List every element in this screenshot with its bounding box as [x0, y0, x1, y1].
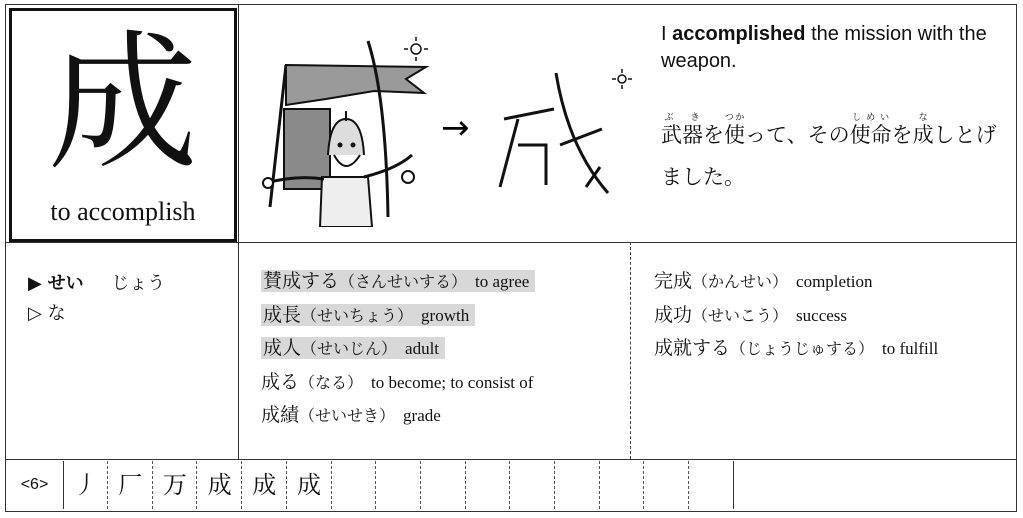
vocab-meaning: to fulfill	[882, 339, 939, 358]
kanji-box	[9, 8, 237, 242]
vocab-meaning: completion	[796, 272, 873, 291]
ruby-reading: つか	[724, 113, 745, 123]
mnemonic-english	[661, 21, 1001, 75]
vocab-word: 完成	[654, 270, 693, 292]
divider	[630, 242, 631, 459]
vocab-entry	[261, 399, 535, 433]
stroke-practice-cell	[332, 461, 376, 509]
divider	[6, 459, 1016, 460]
vocab-entry	[654, 332, 938, 366]
stroke-practice-cell	[377, 461, 421, 509]
vocab-entry	[261, 332, 535, 366]
vocab-word: 成る	[261, 370, 300, 393]
mnemonic-jp-text: を	[891, 123, 913, 147]
stroke-step: 丿	[64, 461, 108, 509]
mnemonic-illustration	[256, 27, 636, 227]
stroke-step: 成	[198, 461, 242, 509]
vocab-entry	[261, 299, 535, 333]
stroke-practice-cell	[511, 461, 555, 509]
vocab-reading: （かんせい）	[692, 272, 789, 291]
sparkle-icon	[404, 37, 428, 61]
vocab-reading: （じょうじゅする）	[730, 339, 875, 358]
vocab-meaning: adult	[405, 339, 440, 358]
mnemonic-text: I	[661, 23, 673, 45]
stroke-practice-cell	[466, 461, 510, 509]
vocab-meaning: to agree	[475, 272, 530, 291]
vocab-list-right	[654, 265, 938, 366]
vocab-meaning: growth	[421, 305, 470, 325]
stroke-practice-cell	[556, 461, 600, 509]
main-kanji: 成	[47, 17, 198, 191]
vocab-entry-body	[261, 337, 445, 359]
ruby-base: 成	[912, 123, 934, 147]
vocab-reading: （せいじん）	[301, 339, 398, 358]
vocab-entry-body	[261, 371, 533, 393]
ruby-base: 武器	[661, 123, 703, 147]
vocab-reading: （なる）	[299, 372, 364, 392]
stroke-step: 万	[153, 461, 197, 509]
ruby-base: 使	[724, 123, 745, 147]
mnemonic-jp-text: を	[703, 123, 724, 147]
stroke-step: 成	[288, 461, 332, 509]
mnemonic-ruby-word	[724, 113, 745, 147]
on-reading-marker: ▶	[28, 273, 42, 294]
vocab-list-left	[261, 265, 535, 433]
mnemonic-japanese	[661, 113, 1006, 198]
stroke-practice-cell	[690, 461, 734, 509]
kanji-meaning: to accomplish	[50, 197, 196, 226]
stroke-count: <6>	[6, 461, 64, 509]
mnemonic-ruby-word	[661, 113, 703, 147]
kun-reading-marker: ▷	[28, 303, 42, 324]
stroke-order	[6, 461, 1016, 509]
vocab-entry	[654, 299, 938, 333]
divider	[6, 242, 1016, 243]
ruby-reading: しめい	[849, 113, 892, 123]
kanji-card	[5, 4, 1017, 512]
sparkle-icon	[612, 69, 632, 89]
vocab-word: 成長	[263, 303, 302, 326]
vocab-reading: （せいせき）	[299, 406, 396, 425]
vocab-entry-body	[654, 304, 847, 326]
stroke-practice-cell	[422, 461, 466, 509]
vocab-entry-body	[261, 404, 441, 426]
mnemonic-ruby-word	[912, 113, 934, 147]
on-reading-secondary: じょう	[111, 273, 166, 294]
vocab-reading: （さんせいする）	[339, 272, 468, 291]
stroke-practice-cell	[645, 461, 689, 509]
mnemonic-text: the mission with the weapon.	[661, 23, 987, 72]
vocab-entry-body	[261, 270, 535, 292]
arrow: →	[441, 108, 470, 148]
vocab-entry	[654, 265, 938, 299]
stylized-kanji-icon	[500, 73, 608, 193]
divider	[238, 5, 239, 459]
stroke-step: 厂	[109, 461, 153, 509]
on-reading-primary: せい	[47, 273, 84, 294]
mnemonic-jp-text: しとげました。	[661, 123, 997, 189]
vocab-word: 成就する	[654, 337, 731, 359]
vocab-reading: （せいこう）	[692, 305, 789, 325]
vocab-meaning: to become; to consist of	[371, 372, 534, 392]
vocab-meaning: success	[796, 305, 848, 325]
vocab-meaning: grade	[403, 406, 441, 425]
vocab-entry-body	[261, 304, 475, 326]
vocab-reading: （せいちょう）	[301, 305, 414, 325]
vocab-word: 成績	[261, 404, 300, 426]
kun-reading: な	[47, 303, 66, 324]
stroke-step: 成	[243, 461, 287, 509]
mnemonic-ruby-word	[849, 113, 892, 147]
vocab-word: 成功	[654, 303, 693, 326]
on-reading-row	[28, 269, 165, 299]
ruby-reading: な	[912, 113, 934, 123]
vocab-word: 賛成する	[263, 270, 340, 292]
vocab-word: 成人	[263, 337, 302, 359]
ruby-reading: ぶ き	[661, 113, 703, 123]
vocab-entry-body	[654, 270, 873, 292]
kun-reading-row	[28, 299, 165, 329]
readings	[28, 269, 165, 329]
soldier-with-flag-and-sword-icon	[263, 41, 426, 227]
stroke-practice-cell	[600, 461, 644, 509]
vocab-entry	[261, 366, 535, 400]
vocab-entry-body	[654, 337, 938, 359]
mnemonic-keyword: accomplished	[672, 23, 806, 45]
vocab-entry	[261, 265, 535, 299]
ruby-base: 使命	[849, 123, 892, 147]
mnemonic-jp-text: って、その	[745, 123, 850, 147]
